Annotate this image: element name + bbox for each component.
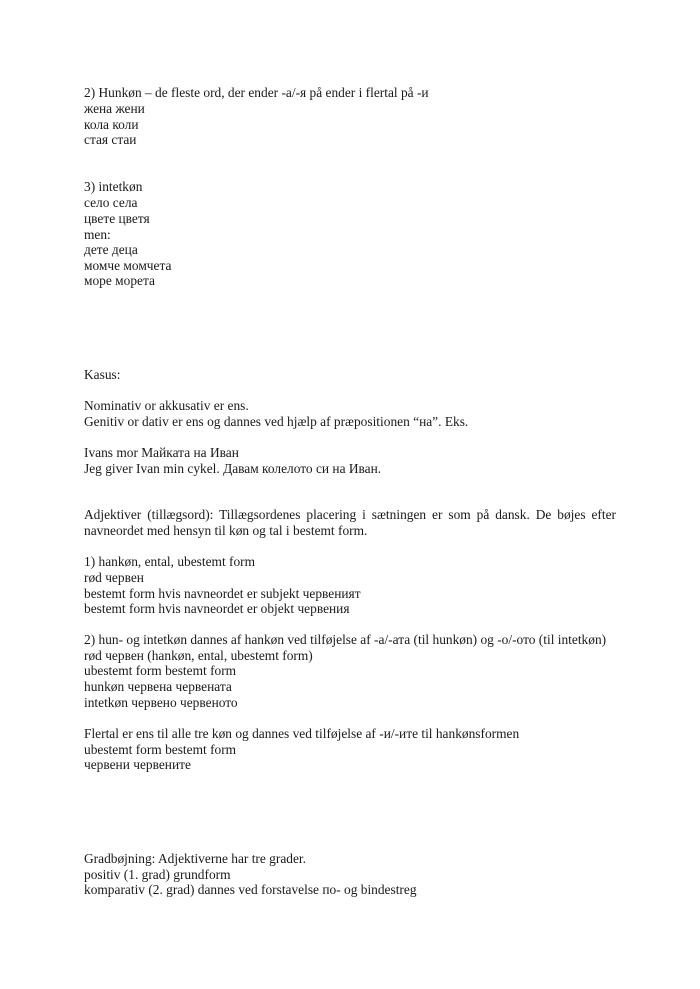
neuter-example: цвете цветя xyxy=(84,211,150,226)
plural-heading: Flertal er ens til alle tre køn og dannes ved tilføjelse af -и/-ите til hankønsformen xyxy=(84,726,520,741)
case-genitive: Genitiv or dativ er ens og dannes ved hjælp af præpositionen “на”. Eks. xyxy=(84,414,469,429)
case-example: Ivans mor Майката на Иван xyxy=(84,445,239,460)
fem-neuter-line: hunkøn червена червената xyxy=(84,679,232,694)
case-heading: Kasus: xyxy=(84,367,121,382)
masculine-line: bestemt form hvis navneordet er subjekt червеният xyxy=(84,586,361,601)
fem-neuter-heading: 2) hun- og intetkøn dannes af hankøn ved tilføjelse af -а/-ата (til hunkøn) og -о/-ото (til intetkøn) xyxy=(84,632,607,647)
adjectives-intro-continued: navneordet med hensyn til køn og tal i bestemt form. xyxy=(84,523,368,538)
comparison-positive: positiv (1. grad) grundform xyxy=(84,867,231,882)
neuter-exception: море морета xyxy=(84,273,155,288)
case-example: Jeg giver Ivan min cykel. Давам колелото си на Иван. xyxy=(84,461,382,476)
masculine-heading: 1) hankøn, ental, ubestemt form xyxy=(84,554,256,569)
masculine-line: bestemt form hvis navneordet er objekt червения xyxy=(84,601,350,616)
comparison-heading: Gradbøjning: Adjektiverne har tre grader. xyxy=(84,851,306,866)
neuter-heading: 3) intetkøn xyxy=(84,179,143,194)
neuter-exception: момче момчета xyxy=(84,258,172,273)
feminine-example: кола коли xyxy=(84,117,139,132)
feminine-example: стая стаи xyxy=(84,132,137,147)
plural-line: червени червените xyxy=(84,757,191,772)
plural-line: ubestemt form bestemt form xyxy=(84,742,237,757)
feminine-heading: 2) Hunkøn – de fleste ord, der ender -а/-я på ender i flertal på -и xyxy=(84,85,429,100)
neuter-exception: дете деца xyxy=(84,242,138,257)
masculine-line: rød червен xyxy=(84,570,144,585)
adjectives-intro: Adjektiver (tillægsord): Tillægsordenes placering i sætningen er som på dansk. De bøjes efter xyxy=(84,507,616,522)
feminine-example: жена жени xyxy=(84,101,145,116)
case-nominative: Nominativ or akkusativ er ens. xyxy=(84,398,249,413)
fem-neuter-line: rød червен (hankøn, ental, ubestemt form) xyxy=(84,648,313,663)
fem-neuter-line: ubestemt form bestemt form xyxy=(84,663,237,678)
neuter-example: село села xyxy=(84,195,138,210)
comparison-comparative: komparativ (2. grad) dannes ved forstavelse по- og bindestreg xyxy=(84,882,417,897)
neuter-exception-label: men: xyxy=(84,227,111,242)
fem-neuter-line: intetkøn червено червеното xyxy=(84,695,238,710)
